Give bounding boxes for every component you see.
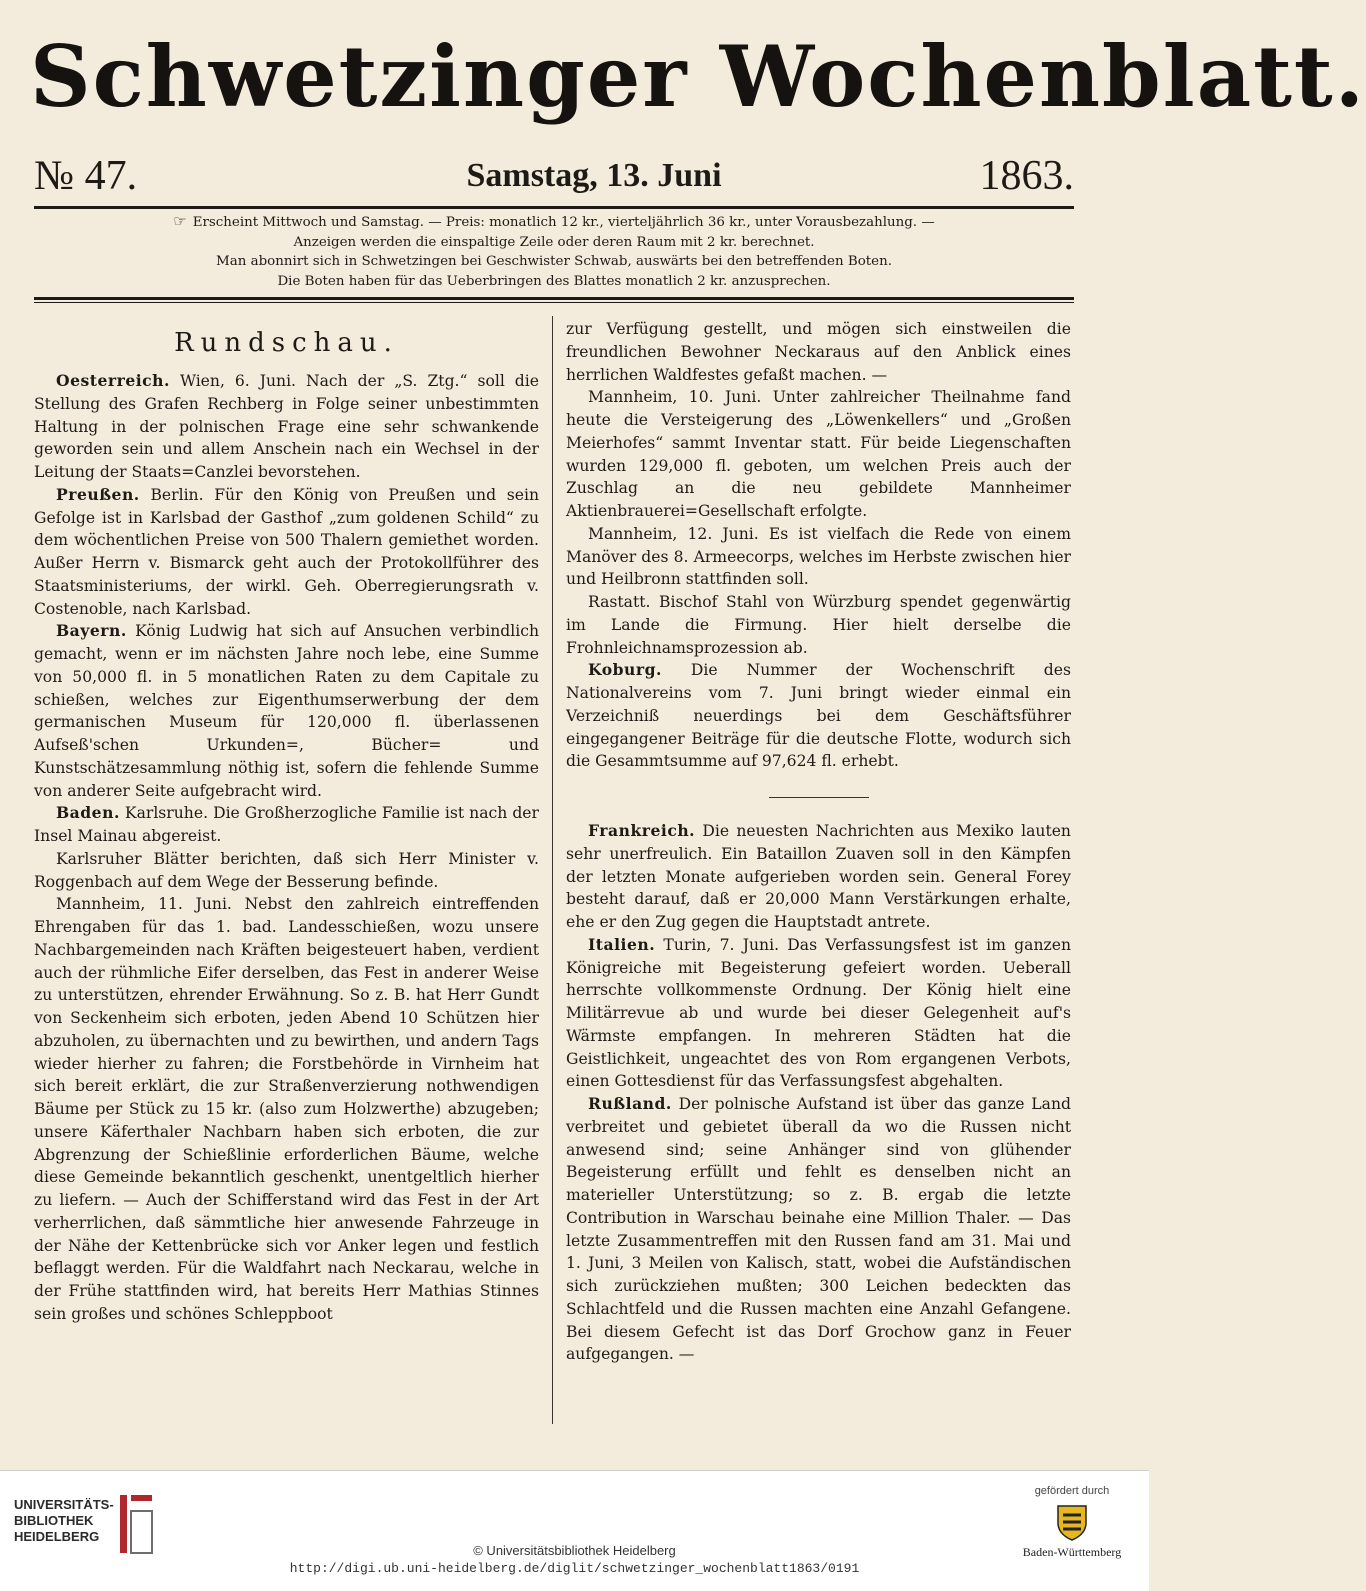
article-rastatt: Rastatt. Bischof Stahl von Würzburg spendet gegenwärtig im Lande die Firmung. Hier hielt derselbe die Frohnleichnamsprozession ab.: [566, 593, 1071, 657]
masthead-title: Schwetzinger Wochenblatt.: [30, 27, 1366, 126]
pointing-hand-icon: ☞: [173, 212, 187, 230]
notice-line: ☞ Erscheint Mittwoch und Samstag. — Preis: monatlich 12 kr., vierteljährlich 36 kr., unter Vorausbezahlung. —: [173, 212, 935, 230]
issue-line: [34, 150, 1074, 202]
issue-number: № 47.: [34, 153, 138, 199]
top-rule: [34, 206, 1074, 209]
section-title: Rundschau.: [174, 328, 399, 358]
coat-of-arms-icon: [1055, 1503, 1089, 1541]
article-baden: Baden. Karlsruhe. Die Großherzogliche Familie ist nach der Insel Mainau abgereist.: [34, 803, 539, 845]
article-continuation: zur Verfügung gestellt, und mögen sich einstweilen die freundlichen Bewohner Neckaraus auf den Anblick eines herrlichen Waldfestes gefaßt machen. —: [566, 320, 1071, 384]
issue-year: 1863.: [979, 153, 1074, 199]
section-divider: [769, 797, 869, 798]
article-mannheim-11: Mannheim, 11. Juni. Nebst den zahlreich eintreffenden Ehrengaben für das 1. bad. Landesschießen, wozu unsere Nachbargemeinden nach Kräften beigesteuert haben, verdient auch der rühmliche Eifer derselben, das Fest in anderer Weise zu unterstützen, ehrender Erwähnung. So z. B. hat Herr Gundt von Seckenheim sich erboten, jeden Abend 10 Schützen hier abzuholen, zu übernachten und zu bewirthen, und andern Tags wieder hierher zu fahren; die Forstbehörde in Virnheim hat sich bereit erklärt, die zur Straßenverzierung nothwendigen Bäume per Stück zu 15 kr. (also zum Holzwerthe) abzugeben; unsere Käferthaler Nachbarn haben sich erboten, die zur Abgrenzung der Schießlinie erforderlichen Bäume, welche diese Gemeinde bekanntlich geschenkt, unentgeltlich hierher zu liefern. — Auch der Schifferstand wird das Fest in der Art verherrlichen, daß sämmtliche hier anwesende Fahrzeuge in der Nähe der Kettenbrücke sich vor Anker legen und festlich beflaggt werden. Für die Waldfahrt nach Neckarau, welche in der Frühe stattfinden wird, hat bereits Herr Mathias Stinnes sein großes und schönes Schleppboot: [34, 895, 539, 1323]
issue-date: Samstag, 13. Juni: [466, 157, 722, 194]
article-preussen: Preußen. Berlin. Für den König von Preußen und sein Gefolge ist in Karlsbad der Gasthof „zum goldenen Schild“ zu dem wöchentlichen Preise von 500 Thalern gemiethet worden. Außer Herrn v. Bismarck geht auch der Protokollführer des Staatsministeriums, der wirkl. Geh. Oberregierungsrath v. Costenoble, nach Karlsbad.: [34, 484, 539, 618]
left-column: [34, 318, 539, 1326]
right-column: [566, 318, 1071, 1366]
article-oesterreich: Oesterreich. Wien, 6. Juni. Nach der „S. Ztg.“ soll die Stellung des Grafen Rechberg in Folge seiner unbestimmten Haltung in der polnischen Frage eine sehr schwankende geworden sein und allem Anschein nach ein Wechsel in der Leitung der Staats=Canzlei bevorstehen.: [34, 371, 539, 481]
digitization-footer: [0, 1470, 1149, 1591]
copyright-text: © Universitätsbibliothek Heidelberg: [473, 1543, 676, 1558]
article-mannheim-12: Mannheim, 12. Juni. Es ist vielfach die Rede von einem Manöver des 8. Armeecorps, welches im Herbste zwischen hier und Heilbronn stattfinden soll.: [566, 524, 1071, 589]
article-russland: Rußland. Der polnische Aufstand ist über das ganze Land verbreitet und gebietet überall da wo die Russen nicht anwesend sind; seine Anhänger sind von glühender Begeisterung erfüllt und fehlt es denselben nicht an materieller Unterstützung; so z. B. ergab die letzte Contribution in Warschau beinahe eine Million Thaler. — Das letzte Zusammentreffen mit den Russen fand am 31. Mai und 1. Juni, 3 Meilen von Kalisch, statt, wobei die Aufständischen sich zurückziehen mußten; 300 Leichen bedeckten das Schlachtfeld und die Russen machten eine Anzahl Gefangene. Bei diesem Gefecht ist das Dorf Grochow ganz in Feuer aufgegangen. —: [566, 1094, 1071, 1364]
notice-line: Anzeigen werden die einspaltige Zeile oder deren Raum mit 2 kr. berechnet.: [293, 234, 815, 250]
source-url-link[interactable]: http://digi.ub.uni-heidelberg.de/diglit/schwetzinger_wochenblatt1863/0191: [289, 1561, 860, 1576]
article-koburg: Koburg. Die Nummer der Wochenschrift des Nationalvereins vom 7. Juni bringt wieder einmal ein Verzeichniß neuerdings bei dem Geschäftsführer eingegangener Beiträge für die deutsche Flotte, wodurch sich die Gesammtsumme auf 97,624 fl. erhebt.: [566, 660, 1071, 771]
library-logo[interactable]: UNIVERSITÄTS- BIBLIOTHEK HEIDELBERG: [14, 1497, 114, 1544]
article-mannheim-10: Mannheim, 10. Juni. Unter zahlreicher Theilnahme fand heute die Versteigerung des „Löwenkellers“ und „Großen Meierhofes“ sammt Inventar statt. Für beide Liegenschaften wurden 129,000 fl. geboten, um welchen Preis auch der Zuschlag an die neu gebildete Mannheimer Aktienbrauerei=Gesellschaft erfolgte.: [566, 388, 1071, 520]
subscription-notice: [34, 212, 1074, 291]
notice-line: Die Boten haben für das Ueberbringen des Blattes monatlich 2 kr. anzusprechen.: [277, 273, 831, 289]
column-divider: [552, 316, 553, 1424]
article-bayern: Bayern. König Ludwig hat sich auf Ansuchen verbindlich gemacht, wenn er im nächsten Jahre noch lebe, eine Summe von 50,000 fl. in 5 monatlichen Raten zu dem Capitale zu schießen, welches zur Eigenthumserwerbung der dem germanischen Museum für 120,000 fl. überlassenen Aufseß'schen Urkunden=, Bücher= und Kunstschätzesammlung nöthig ist, sofern die fehlende Summe von anderer Seite aufgebracht wird.: [34, 621, 539, 800]
article-karlsruhe: Karlsruher Blätter berichten, daß sich Herr Minister v. Roggenbach auf dem Wege der Besserung befinde.: [34, 849, 539, 891]
funder-logo[interactable]: gefördert durch Baden-Württemberg: [1022, 1485, 1122, 1559]
notice-rule-bottom: [34, 302, 1074, 303]
notice-line: Man abonnirt sich in Schwetzingen bei Geschwister Schwab, auswärts bei den betreffenden Boten.: [216, 254, 892, 269]
article-italien: Italien. Turin, 7. Juni. Das Verfassungsfest ist im ganzen Königreiche mit Begeisterung gefeiert worden. Ueberall herrschte vollkommenste Ordnung. Der König hielt eine Militärrevue ab und wurde bei dieser Gelegenheit auf's Wärmste empfangen. In mehreren Städten hat die Geistlichkeit, ungeachtet des von Rom ergangenen Verbots, einen Gottesdienst für das Verfassungsfest abgehalten.: [566, 934, 1071, 1091]
notice-rule-top: [34, 297, 1074, 300]
article-frankreich: Frankreich. Die neuesten Nachrichten aus Mexiko lauten sehr unerfreulich. Ein Bataillon Zuaven soll in den Kämpfen der letzten Monate aufgerieben worden sein. General Forey besteht darauf, daß er 20,000 Mann Verstärkungen erhalte, ehe er den Zug gegen die Hauptstadt antrete.: [566, 821, 1071, 931]
